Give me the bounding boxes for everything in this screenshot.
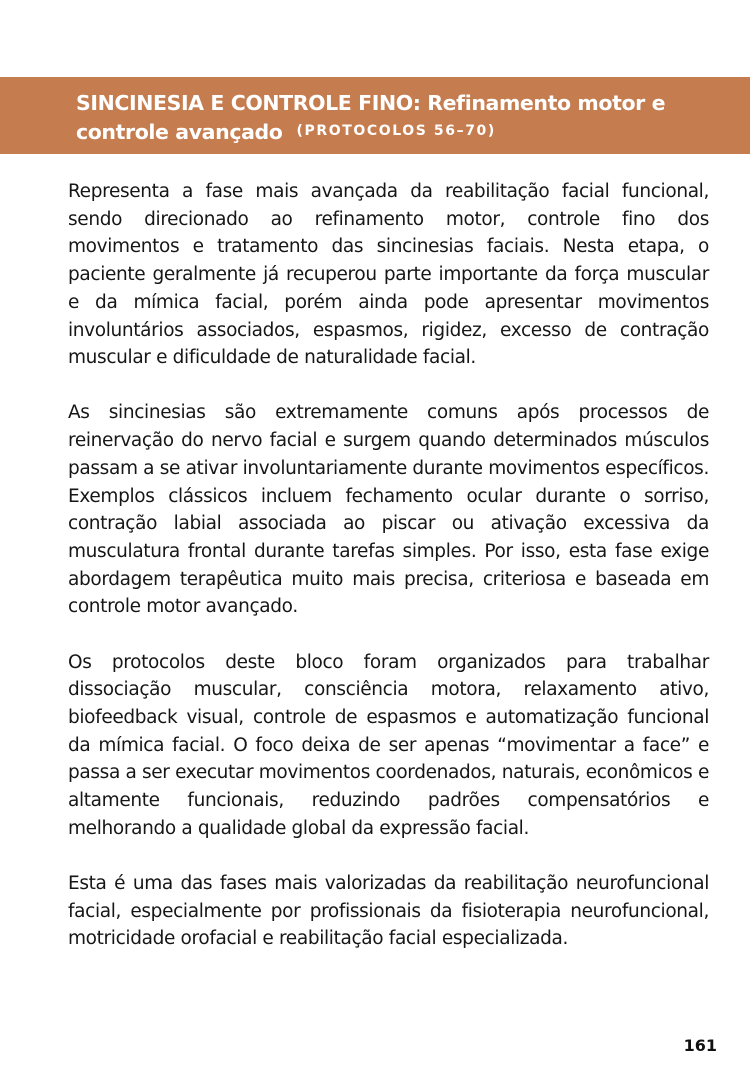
page-number: 161 xyxy=(683,1036,717,1055)
paragraph-3: Os protocolos deste bloco foram organizados para trabalhar dissociação muscular, consciência motora, relaxamento ativo, biofeedback visual, controle de espasmos e automatização funcional da mímica facial. O foco deixa de ser apenas “movimentar a face” e passa a ser executar movimentos coordenados, naturais, econômicos e altamente funcionais, reduzindo padrões compensatórios e melhorando a qualidade global da expressão facial. xyxy=(68,651,710,839)
section-title xyxy=(76,89,736,150)
body-text xyxy=(68,178,709,981)
paragraph-1: Representa a fase mais avançada da reabilitação facial funcional, sendo direcionado ao refinamento motor, controle fino dos movimentos e tratamento das sincinesias faciais. Nesta etapa, o paciente geralmente já recuperou parte importante da força muscular e da mímica facial, porém ainda pode apresentar movimentos involuntários associados, espasmos, rigidez, excesso de contração muscular e dificuldade de naturalidade facial. xyxy=(68,181,709,369)
paragraph-2: As sincinesias são extremamente comuns após processos de reinervação do nervo facial e surgem quando determinados músculos passam a se ativar involuntariamente durante movimentos específicos. Exemplos clássicos incluem fechamento ocular durante o sorriso, contração labial associada ao piscar ou ativação excessiva da musculatura frontal durante tarefas simples. Por isso, esta fase exige abordagem terapêutica muito mais precisa, criteriosa e baseada em controle motor avançado. xyxy=(68,402,709,618)
section-subtitle: (PROTOCOLOS 56–70) xyxy=(296,123,496,139)
paragraph-4: Esta é uma das fases mais valorizadas da reabilitação neurofuncional facial, especialmente por profissionais da fisioterapia neurofuncional, motricidade orofacial e reabilitação facial especializada. xyxy=(68,872,709,950)
section-header-banner xyxy=(0,77,750,154)
section-title-text: SINCINESIA E CONTROLE FINO: Refinamento motor e controle avançado xyxy=(76,91,666,144)
